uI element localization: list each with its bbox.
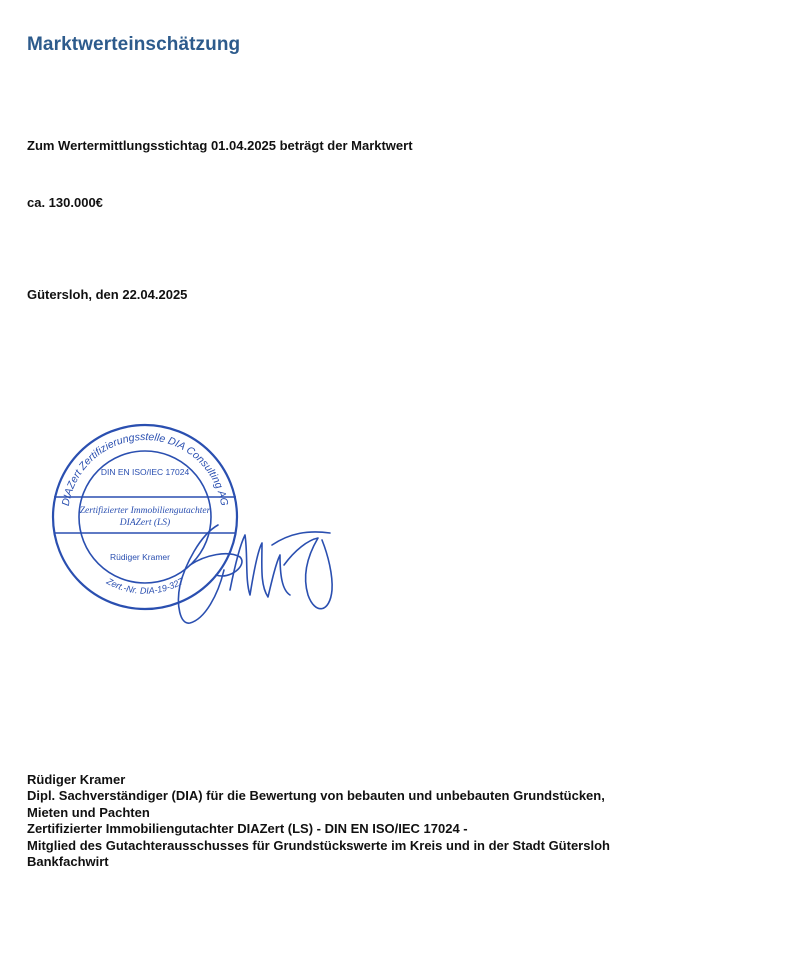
author-qualification-cont: Mieten und Pachten [27,804,150,820]
author-profession: Bankfachwirt [27,854,109,870]
place-and-date: Gütersloh, den 22.04.2025 [27,287,188,302]
stamp-rings [53,425,237,609]
handwritten-signature [178,525,332,623]
certification-stamp [40,415,340,635]
author-name: Rüdiger Kramer [27,772,126,787]
stamp-role-line1: Zertifizierter Immobiliengutachter [79,506,211,516]
stamp-ring-text: DIAZert Zertifizierungsstelle DIA Consulting AG [59,430,231,507]
stamp-name: Rüdiger Kramer [110,552,170,562]
stamp-cert-number: Zert.-Nr. DIA-19-327 [104,576,186,596]
valuation-statement: Zum Wertermittlungsstichtag 01.04.2025 beträgt der Marktwert [27,138,413,153]
stamp-norm: DIN EN ISO/IEC 17024 [100,467,190,477]
author-certification: Zertifizierter Immobiliengutachter DIAZert (LS) - DIN EN ISO/IEC 17024 - [27,821,468,837]
author-qualification: Dipl. Sachverständiger (DIA) für die Bewertung von bebauten und unbebauten Grundstücken, [27,788,605,804]
market-value: ca. 130.000€ [27,195,103,210]
stamp-and-signature [40,415,340,635]
author-membership: Mitglied des Gutachterausschusses für Grundstückswerte im Kreis und in der Stadt Gütersloh [27,837,610,853]
document-title: Marktwerteinschätzung [27,34,241,55]
stamp-role-line2: DIAZert (LS) [119,518,171,528]
author-block [27,772,787,870]
